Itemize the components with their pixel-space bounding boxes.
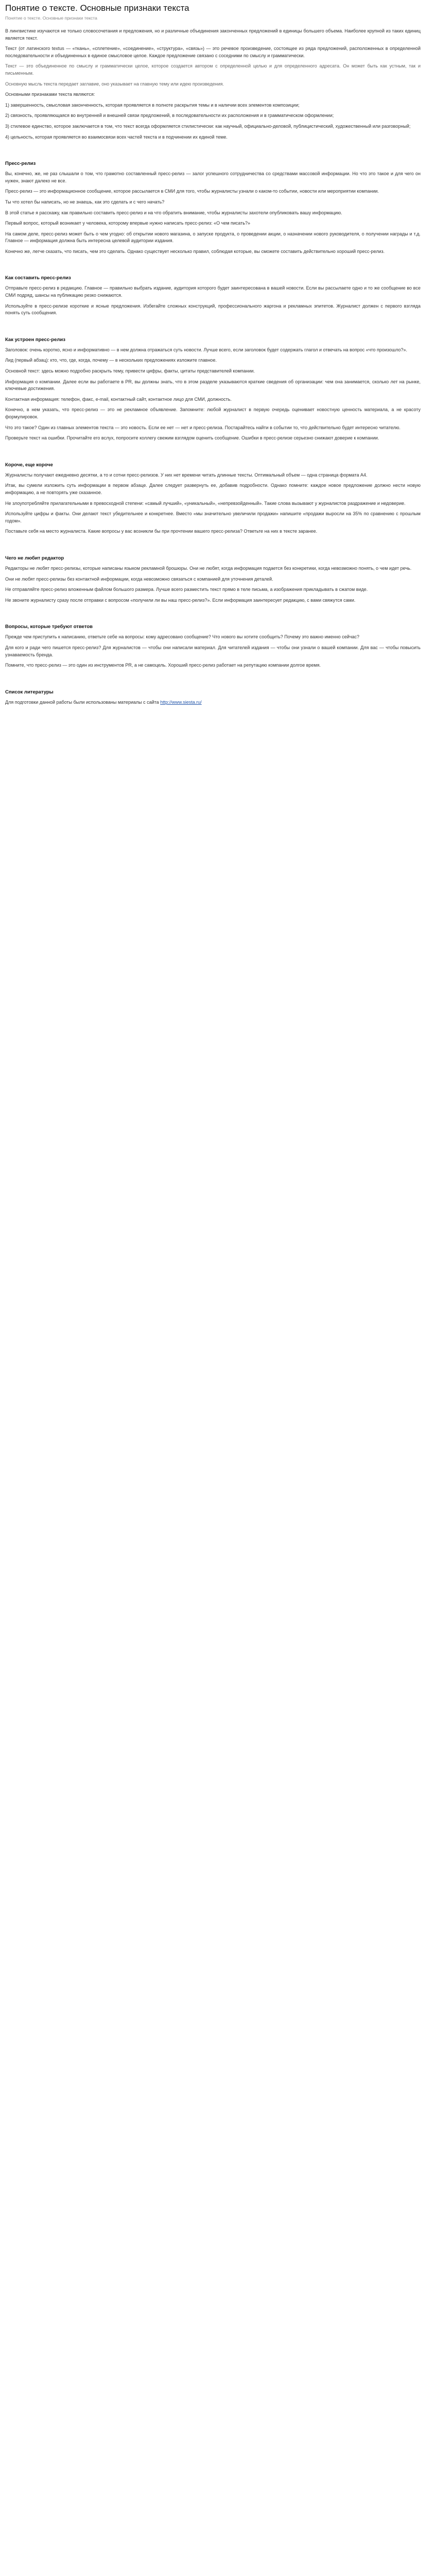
breadcrumb-item: Понятие о тексте. Основные признаки текста xyxy=(5,15,97,21)
paragraph: В этой статье я расскажу, как правильно составить пресс-релиз и на что обратить внимание, чтобы журналисты захотели опубликовать вашу информацию. xyxy=(5,210,342,215)
source-line xyxy=(5,699,421,706)
paragraph: Первый вопрос, который возникает у человека, которому впервые нужно написать пресс-релиз: «О чем писать?» xyxy=(5,221,251,226)
paragraph: Поставьте себя на место журналиста. Какие вопросы у вас возникли бы при прочтении вашего пресс-релиза? Ответьте на них в тексте заранее. xyxy=(5,529,318,534)
paragraph: Для кого и ради чего пишется пресс-релиз? Для журналистов — чтобы они написали материал. Для читателей издания — чтобы они узнали о вашей компании. Для вас — чтобы повысить узнаваемость бренда. xyxy=(5,645,421,657)
source-heading: Список литературы xyxy=(5,689,54,695)
paragraph: Пресс-релиз — это информационное сообщение, которое рассылается в СМИ для того, чтобы журналисты узнали о каком-то событии, новости или мероприятии компании. xyxy=(5,189,379,194)
paragraph: Информация о компании. Далее если вы работаете в PR, вы должны знать, что в этом разделе указываются краткие сведения об организации: чем она занимается, сколько лет на рынке, ключевые достижения. xyxy=(5,379,421,392)
paragraph: Проверьте текст на ошибки. Прочитайте его вслух, попросите коллегу свежим взглядом оценить сообщение. Ошибки в пресс-релизе серьезно снижают доверие к компании. xyxy=(5,435,379,441)
paragraph: Помните, что пресс-релиз — это один из инструментов PR, а не самоцель. Хороший пресс-релиз работает на репутацию компании долгое время. xyxy=(5,663,321,668)
paragraph: Редакторы не любят пресс-релизы, которые написаны языком рекламной брошюры. Они не любят, когда информация подается без конкретики, когда невозможно понять, о чем идет речь. xyxy=(5,565,412,571)
paragraph: Используйте в пресс-релизе короткие и ясные предложения. Избегайте сложных конструкций, профессионального жаргона и рекламных эпитетов. Журналист должен с первого взгляда понять суть сообщения. xyxy=(5,303,421,316)
paragraph: Не злоупотребляйте прилагательными в превосходной степени: «самый лучший», «уникальный», «непревзойденный». Такие слова вызывают у журналистов раздражение и недоверие. xyxy=(5,500,406,506)
paragraph: Основную мысль текста передает заглавие, оно указывает на главную тему или идею произведения. xyxy=(5,81,224,87)
section-heading: Как устроен пресс-релиз xyxy=(5,336,65,343)
paragraph: Конечно, в нем указать, что пресс-релиз — это не рекламное объявление. Запомните: любой журналист в первую очередь оценивает новостную ценность материала, а не красоту формулировок. xyxy=(5,407,421,419)
paragraph: Отправьте пресс-релиз в редакцию. Главное — правильно выбрать издание, аудитория которого будет заинтересована в вашей новости. Если вы рассылаете одно и то же сообщение во все СМИ подряд, шансы на публикацию резко снижаются. xyxy=(5,285,421,298)
paragraph: Что это такое? Один из главных элементов текста — это новость. Если ее нет — нет и пресс-релиза. Постарайтесь найти в событии то, что действительно будет интересно читателю. xyxy=(5,425,400,430)
section-heading: Как составить пресс-релиз xyxy=(5,275,71,281)
paragraph: Текст — это объединенное по смыслу и грамматически целое, которое создается автором с определенной целью и для определенного адресата. Он может быть как устным, так и письменным. xyxy=(5,63,421,76)
intro xyxy=(5,28,421,141)
paragraph: Итак, вы сумели изложить суть информации в первом абзаце. Далее следует развернуть ее, добавив подробности. Однако помните: каждое новое предложение должно нести новую информацию, а не повторять уже сказанное. xyxy=(5,483,421,495)
paragraph: 2) связность, проявляющаяся во внутренней и внешней связи предложений, в последовательности их расположения и в грамматическом оформлении; xyxy=(5,113,334,118)
paragraph: Текст (от латинского textus — «ткань», «сплетение», «соединение», «структура», «связь») — это речевое произведение, состоящее из ряда предложений, расположенных в определенной последовательности и объединенных в единое смысловое целое. Каждое предложение связано с соседними по смыслу и грамматически. xyxy=(5,46,421,58)
paragraph: Основными признаками текста являются: xyxy=(5,92,95,97)
paragraph: Конечно же, легче сказать, что писать, чем это сделать. Однако существует несколько правил, соблюдая которые, вы сможете составить действительно хороший пресс-релиз. xyxy=(5,248,385,254)
breadcrumb xyxy=(5,15,421,21)
paragraph: Не отправляйте пресс-релиз вложенным файлом большого размера. Лучше всего разместить текст прямо в теле письма, а изображения прикладывать в сжатом виде. xyxy=(5,587,368,592)
paragraph: Лид (первый абзац): кто, что, где, когда, почему — в нескольких предложениях изложите главное. xyxy=(5,358,217,363)
paragraph: В лингвистике изучаются не только словосочетания и предложения, но и различные объединения законченных предложений в единицы большего объема. Наиболее крупной из таких единиц является текст. xyxy=(5,28,421,41)
paragraph: 3) стилевое единство, которое заключается в том, что текст всегда оформляется стилистически: как научный, официально-деловой, публицистический, художественный или разговорный; xyxy=(5,123,411,129)
document xyxy=(0,0,426,720)
paragraph: Прежде чем приступить к написанию, ответьте себе на вопросы: кому адресовано сообщение? Что нового вы хотите сообщить? Почему это важно именно сейчас? xyxy=(5,634,360,640)
paragraph: 1) завершенность, смысловая законченность, которая проявляется в полноте раскрытия темы и в наличии всех элементов композиции; xyxy=(5,102,300,108)
section-heading: Пресс-релиз xyxy=(5,161,36,167)
section-heading: Чего не любит редактор xyxy=(5,555,64,561)
paragraph: Они не любят пресс-релизы без контактной информации, когда невозможно связаться с компанией для уточнения деталей. xyxy=(5,576,273,582)
sections xyxy=(5,144,421,669)
paragraph: Журналисты получают ежедневно десятки, а то и сотни пресс-релизов. У них нет времени читать длинные тексты. Оптимальный объем — одна страница формата А4. xyxy=(5,472,368,478)
paragraph: Основной текст: здесь можно подробно раскрыть тему, привести цифры, факты, цитаты представителей компании. xyxy=(5,368,255,374)
paragraph: Контактная информация: телефон, факс, e-mail, контактный сайт, контактное лицо для СМИ, должность. xyxy=(5,396,232,402)
paragraph: Ты что хотел бы написать, но не знаешь, как это сделать и с чего начать? xyxy=(5,199,165,205)
section-heading: Короче, еще короче xyxy=(5,462,53,468)
page-title: Понятие о тексте. Основные признаки текста xyxy=(5,3,189,13)
paragraph: 4) цельность, которая проявляется во взаимосвязи всех частей текста и в подчинении их единой теме. xyxy=(5,134,228,140)
paragraph: Заголовок: очень коротко, ясно и информативно — в нем должна отражаться суть новости. Лучше всего, если заголовок будет содержать глагол и отвечать на вопрос «что произошло?». xyxy=(5,347,408,352)
section-heading: Вопросы, которые требуют ответов xyxy=(5,624,93,630)
paragraph: Используйте цифры и факты. Они делают текст убедительнее и конкретнее. Вместо «мы значительно увеличили продажи» напишите «продажи выросли на 35% по сравнению с прошлым годом». xyxy=(5,511,421,523)
source-link[interactable]: http://www.siesta.ru/ xyxy=(160,699,202,705)
source-text: Для подготовки данной работы были использованы материалы с сайта xyxy=(5,699,159,705)
paragraph: Не звоните журналисту сразу после отправки с вопросом «получили ли вы наш пресс-релиз?». Если информация заинтересует редакцию, с вами свяжутся сами. xyxy=(5,597,356,603)
paragraph: Вы, конечно, же, не раз слышали о том, что грамотно составленный пресс-релиз — залог успешного сотрудничества со средствами массовой информации. Но что это такое и для чего он нужен, знают далеко не все. xyxy=(5,171,421,183)
paragraph: На самом деле, пресс-релиз может быть о чем угодно: об открытии нового магазина, о запуске продукта, о проведении акции, о назначении нового руководителя, о получении награды и т.д. Главное — информация должна быть интересна целевой аудитории издания. xyxy=(5,231,421,244)
